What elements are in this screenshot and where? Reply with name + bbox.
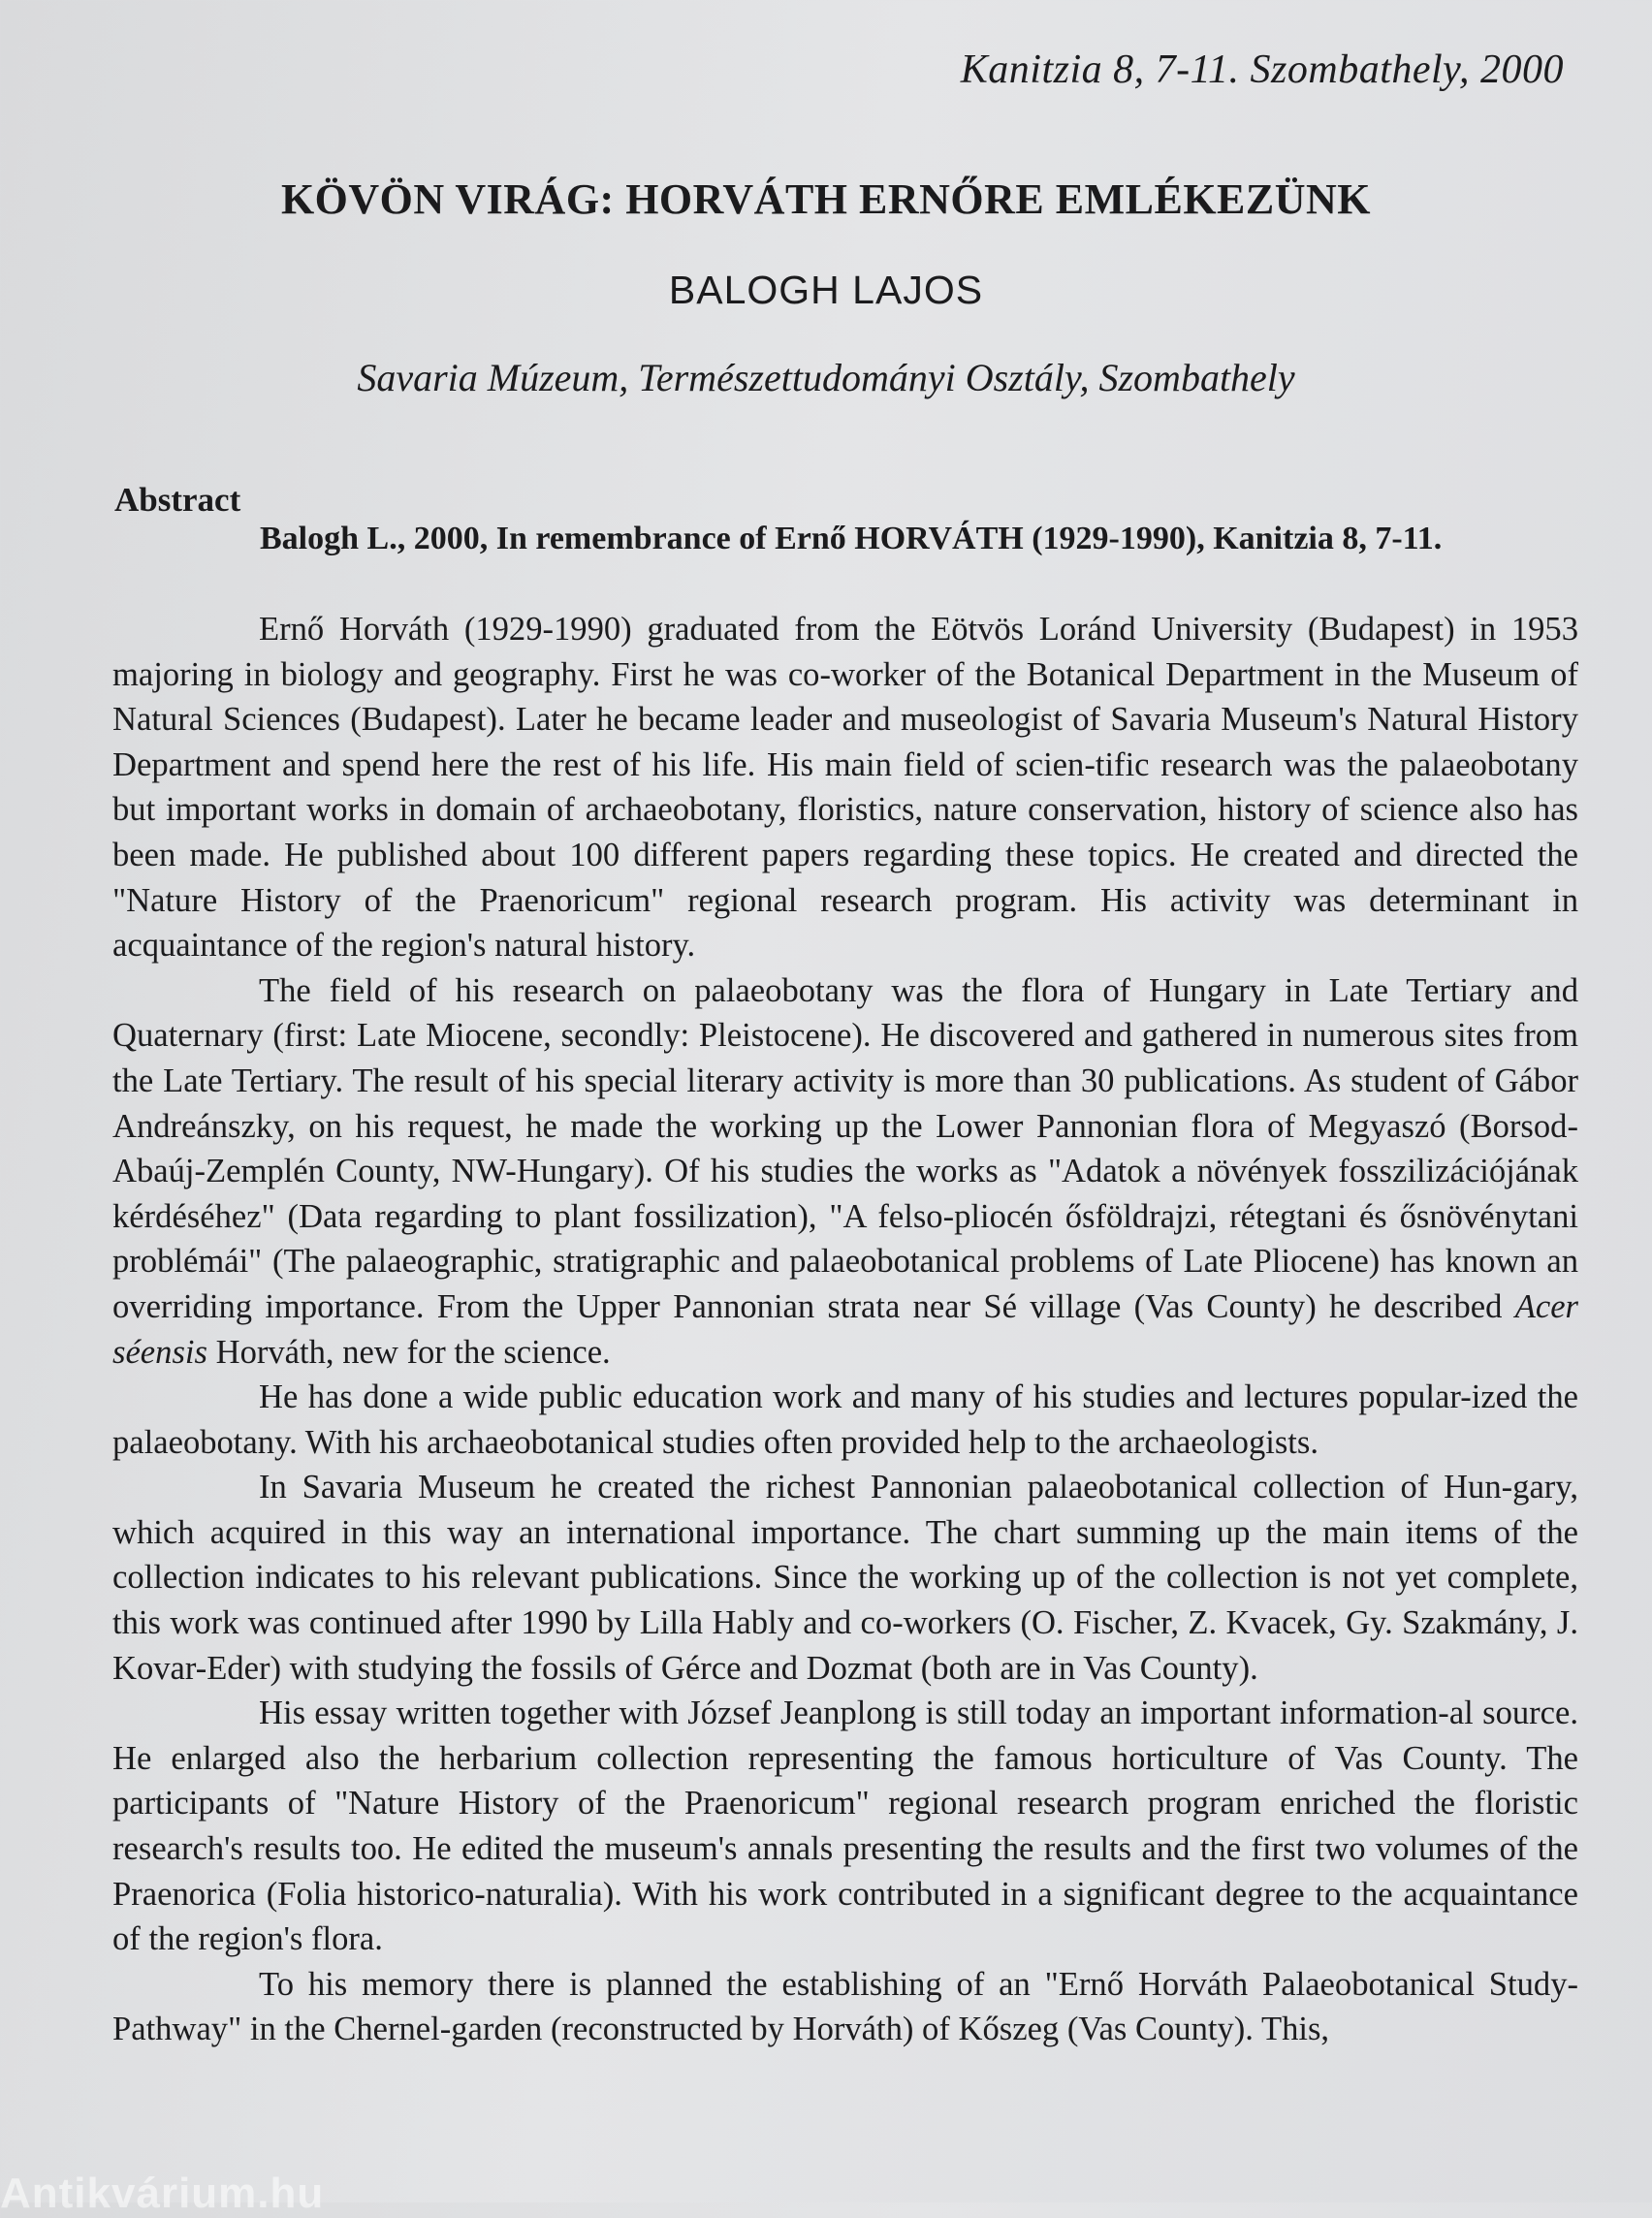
author-affiliation: Savaria Múzeum, Természettudományi Osztály, Szombathely	[357, 356, 1295, 399]
abstract-paragraph: Ernő Horváth (1929-1990) graduated from the Eötvös Loránd University (Budapest) in 1953 majoring in biology and geography. First he was co-worker of the Botanical Department in the Museum of Natural Sciences (Budapest). Later he became leader and museologist of Savaria Museum's Natural History Department and spend here the rest of his life. His main field of scien-tific research was the palaeobotany but important works in domain of archaeobotany, floristics, nature conservation, history of science also has been made. He published about 100 different papers regarding these topics. He created and directed the "Nature History of the Praenoricum" regional research program. His activity was determinant in acquaintance of the region's natural history.	[112, 611, 1578, 965]
abstract-paragraph: In Savaria Museum he created the richest Pannonian palaeobotanical collection of Hun-gary, which acquired in this way an international importance. The chart summing up the main items of the collection indicates to his relevant publications. Since the working up of the collection is not yet complete, this work was continued after 1990 by Lilla Hably and co-workers (O. Fischer, Z. Kvacek, Gy. Szakmány, J. Kovar-Eder) with studying the fossils of Gérce and Dozmat (both are in Vas County).	[112, 1469, 1578, 1687]
abstract-citation: Balogh L., 2000, In remembrance of Ernő HORVÁTH (1929-1990), Kanitzia 8, 7-11.	[260, 521, 1443, 556]
paragraph-text: The field of his research on palaeobotany was the flora of Hungary in Late Tertiary and Quaternary (first: Late Miocene, secondly: Pleistocene). He discovered and gathered in numerous sites from the Late Tertiary. The result of his special literary activity is more than 30 publications. As student of Gábor Andreánszky, on his request, he made the working up the Lower Pannonian flora of Megyaszó (Borsod-Abaúj-Zemplén County, NW-Hungary). Of his studies the works as "Adatok a növények fosszilizációjának kérdéséhez" (Data regarding to plant fossilization), "A felso-pliocén ősföldrajzi, rétegtani és ősnövénytani problémái" (The palaeographic, stratigraphic and palaeobotanical problems of Late Pliocene) has known an overriding importance. From the Upper Pannonian strata near Sé village (Vas County) he described	[112, 971, 1578, 1325]
abstract-paragraph	[112, 968, 1578, 1375]
watermark: Antikvárium.hu	[0, 2170, 325, 2217]
paragraph-text: Horváth, new for the science.	[206, 1333, 611, 1371]
abstract-paragraph: His essay written together with József Jeanplong is still today an important information-al source. He enlarged also the herbarium collection representing the famous horticulture of Vas County. The participants of "Nature History of the Praenoricum" regional research program enriched the floristic research's results too. He edited the museum's annals presenting the results and the first two volumes of the Praenorica (Folia historico-naturalia). With his work contributed in a significant degree to the acquaintance of the region's flora.	[112, 1695, 1578, 1958]
article-author: BALOGH LAJOS	[668, 268, 984, 312]
abstract-body	[112, 607, 1578, 2052]
running-head: Kanitzia 8, 7-11. Szombathely, 2000	[960, 48, 1564, 92]
abstract-heading: Abstract	[114, 481, 241, 519]
article-title: KÖVÖN VIRÁG: HORVÁTH ERNŐRE EMLÉKEZÜNK	[280, 175, 1372, 223]
species-name: Acer séensis	[112, 1287, 1578, 1371]
abstract-paragraph: To his memory there is planned the establishing of an "Ernő Horváth Palaeobotanical Study-Pathway" in the Chernel-garden (reconstructed by Horváth) of Kőszeg (Vas County). This,	[112, 1965, 1578, 2048]
abstract-paragraph: He has done a wide public education work and many of his studies and lectures popular-ized the palaeobotany. With his archaeobotanical studies often provided help to the archaeologists.	[112, 1378, 1578, 1461]
